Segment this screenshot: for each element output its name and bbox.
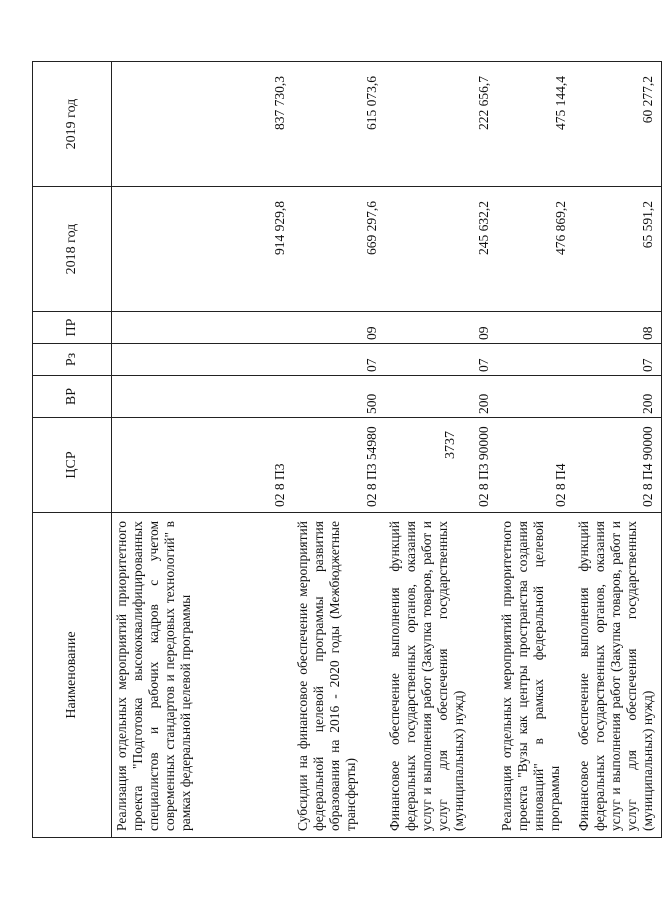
- row-2018: 245 632,2: [385, 187, 497, 312]
- row-2018: 65 591,2: [574, 187, 662, 312]
- row-2018: 669 297,6: [293, 187, 385, 312]
- header-pr: ПР: [33, 312, 112, 344]
- rotated-page: [32, 62, 655, 838]
- row-name: Реализация отдельных мероприятий приоритетного проекта "Вузы как центры пространства создания инноваций" в рамках федеральной целевой программы: [497, 513, 574, 838]
- row-pr: [497, 312, 574, 344]
- row-csr: 02 8 П3: [112, 418, 294, 513]
- row-vr: [112, 376, 294, 418]
- table-header: [33, 62, 112, 838]
- table-row: [293, 62, 385, 838]
- row-pr: 09: [385, 312, 497, 344]
- row-name: Субсидии на финансовое обеспечение мероприятий федеральной целевой программы развития образования на 2016 - 2020 годы (Межбюджетные трансферты): [293, 513, 385, 838]
- row-vr: 200: [385, 376, 497, 418]
- row-name: Реализация отдельных мероприятий приоритетного проекта "Подготовка высококвалифицированных специалистов и рабочих кадров с учетом современных стандартов и передовых технологий" в рамках федеральной целевой программы: [112, 513, 294, 838]
- row-2019: 837 730,3: [112, 62, 294, 187]
- row-csr: 02 8 П3 90000: [385, 418, 497, 513]
- row-2019: 60 277,2: [574, 62, 662, 187]
- header-vr: ВР: [33, 376, 112, 418]
- row-vr: [497, 376, 574, 418]
- table-row: [497, 62, 574, 838]
- row-rz: [112, 344, 294, 376]
- row-rz: 07: [293, 344, 385, 376]
- row-name: Финансовое обеспечение выполнения функций федеральных государственных органов, оказания услуг и выполнения работ (Закупка товаров, работ и услуг для обеспечения государственных (муниципальных) нужд): [385, 513, 497, 838]
- row-pr: 09: [293, 312, 385, 344]
- row-2018: 476 869,2: [497, 187, 574, 312]
- row-csr: 02 8 П4: [497, 418, 574, 513]
- header-csr: ЦСР: [33, 418, 112, 513]
- row-vr: 500: [293, 376, 385, 418]
- table-body: [112, 62, 662, 838]
- row-2019: 222 656,7: [385, 62, 497, 187]
- page-number: 3737: [443, 431, 458, 459]
- row-name: Финансовое обеспечение выполнения функций федеральных государственных органов, оказания услуг и выполнения работ (Закупка товаров, работ и услуг для обеспечения государственных (муниципальных) нужд): [574, 513, 662, 838]
- header-rz: Рз: [33, 344, 112, 376]
- header-name: Наименование: [33, 513, 112, 838]
- row-pr: [112, 312, 294, 344]
- table-row: [574, 62, 662, 838]
- budget-table: [32, 61, 662, 838]
- row-rz: [497, 344, 574, 376]
- row-pr: 08: [574, 312, 662, 344]
- row-rz: 07: [385, 344, 497, 376]
- row-vr: 200: [574, 376, 662, 418]
- header-2018: 2018 год: [33, 187, 112, 312]
- header-2019: 2019 год: [33, 62, 112, 187]
- row-csr: 02 8 П4 90000: [574, 418, 662, 513]
- row-2018: 914 929,8: [112, 187, 294, 312]
- row-2019: 475 144,4: [497, 62, 574, 187]
- table-row: [385, 62, 497, 838]
- row-2019: 615 073,6: [293, 62, 385, 187]
- row-rz: 07: [574, 344, 662, 376]
- table-row: [112, 62, 294, 838]
- row-csr: 02 8 П3 54980: [293, 418, 385, 513]
